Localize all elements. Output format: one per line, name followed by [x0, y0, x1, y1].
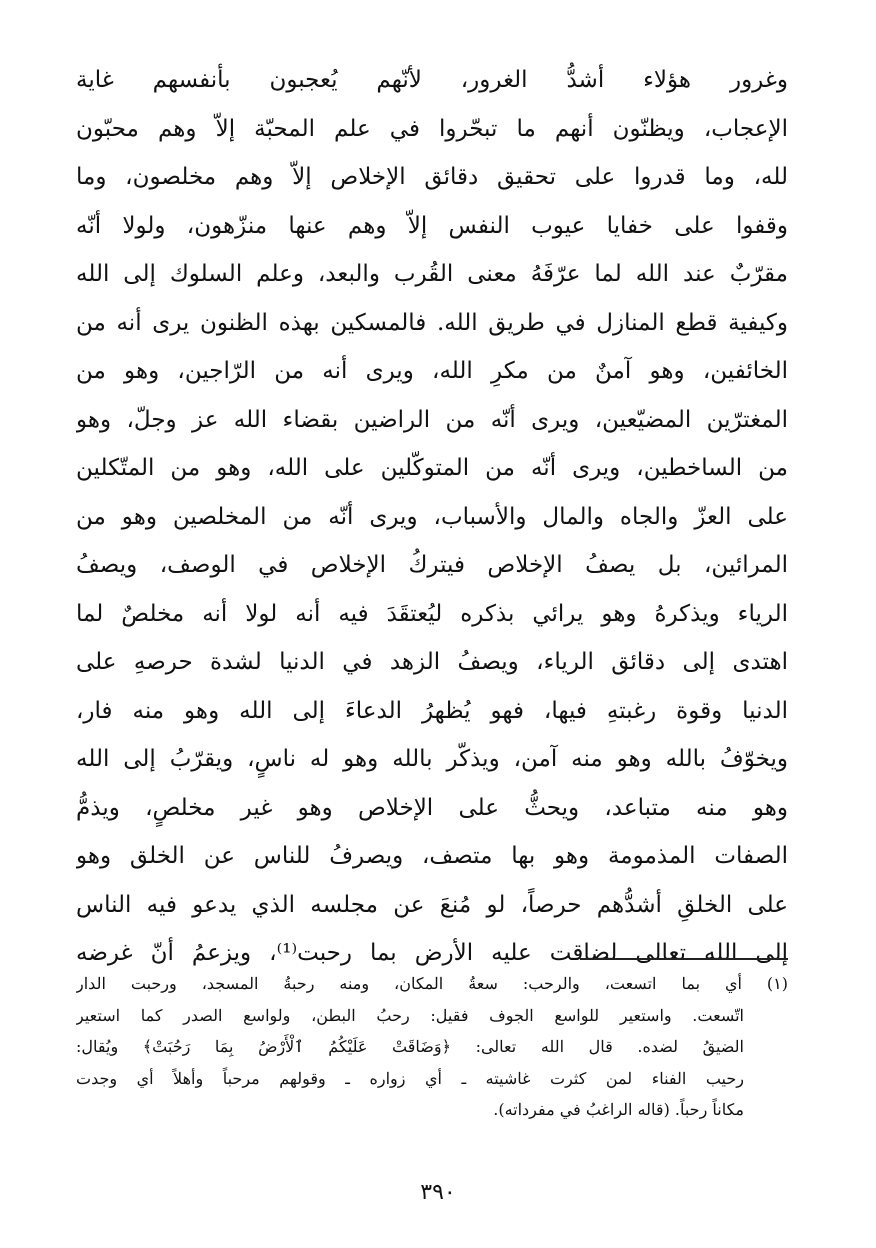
footnote-line: (١) أي بما اتسعت، والرحب: سعةُ المكان، ومنه رحبةُ المسجد، ورحبت الدار	[76, 974, 788, 993]
body-line: على العزّ والجاه والمال والأسباب، ويرى أنّه من المخلصين وهو من	[76, 503, 788, 530]
footnote-separator	[580, 958, 788, 960]
body-line: مقرّبٌ عند الله لما عرّفَهُ معنى القُرب والبعد، وعلم السلوك إلى الله	[76, 261, 788, 287]
body-line: لله، وما قدروا على تحقيق دقائق الإخلاص إلاّ وهم مخلصون، وما	[76, 164, 788, 190]
body-line: ويخوّفُ بالله وهو منه آمن، ويذكّر بالله وهو له ناسٍ، ويقرّبُ إلى الله	[76, 746, 788, 772]
footnote-line: اتّسعت. واستعير للواسع الجوف فقيل: رحبُ البطن، ولواسع الصدر كما استعير	[76, 1005, 744, 1025]
body-line: وهو منه متباعد، ويحثُّ على الإخلاص وهو غير مخلصٍ، ويذمُّ	[76, 794, 788, 821]
footnote-block	[76, 968, 788, 1126]
body-line: إلى الله تعالى لضاقت عليه الأرض بما رحبت⁽¹⁾، ويزعمُ أنّ غرضه	[76, 940, 788, 966]
body-line: الدنيا وقوة رغبتهِ فيها، فهو يُظهرُ الدعاءَ إلى الله وهو منه فار،	[76, 697, 788, 724]
main-text-block	[76, 56, 788, 978]
body-line: المرائين، بل يصفُ الإخلاص فيتركُ الإخلاص في الوصف، ويصفُ	[76, 552, 788, 578]
body-line: الرياء ويذكرهُ وهو يرائي بذكره ليُعتقَدَ فيه أنه لولا أنه مخلصٌ لما	[76, 600, 788, 627]
body-line: الصفات المذمومة وهو بها متصف، ويصرفُ للناس عن الخلق وهو	[76, 843, 788, 869]
footnote-line: الضيقُ لضده. قال الله تعالى: ﴿وَضَاقَتْ عَلَيْكُمُ ٱلْأَرْضُ بِمَا رَحُبَتْ﴾ ويُقال:	[76, 1037, 744, 1056]
body-line: على الخلقِ أشدُّهم حرصاً، لو مُنعَ عن مجلسه الذي يدعو فيه الناس	[76, 891, 788, 918]
body-line: وكيفية قطع المنازل في طريق الله. فالمسكين بهذه الظنون يرى أنه من	[76, 309, 788, 336]
page-number: ٣٩٠	[420, 1180, 456, 1205]
body-line: وقفوا على خفايا عيوب النفس إلاّ وهم عنها منزّهون، ولولا أنّه	[76, 212, 788, 239]
body-line: الخائفين، وهو آمنٌ من مكرِ الله، ويرى أنه من الرّاجين، وهو من	[76, 358, 788, 384]
footnote-line: رحيب الفناء لمن كثرت غاشيته ـ أي زواره ـ وقولهم مرحباً وأهلاً أي وجدت	[76, 1068, 744, 1088]
body-line: من الساخطين، ويرى أنّه من المتوكّلين على الله، وهو من المتّكلين	[76, 455, 788, 481]
footnote-line: مكاناً رحباً. (قاله الراغبُ في مفرداته).	[493, 1100, 744, 1119]
body-line: الإعجاب، ويظنّون أنهم ما تبحّروا في علم المحبّة إلاّ وهم محبّون	[76, 115, 788, 142]
body-line: المغترّين المضيّعين، ويرى أنّه من الراضين بقضاء الله عز وجلّ، وهو	[76, 406, 788, 433]
body-line: اهتدى إلى دقائق الرياء، ويصفُ الزهد في الدنيا لشدة حرصهِ على	[76, 649, 788, 675]
body-line: وغرور هؤلاء أشدُّ الغرور، لأنّهم يُعجبون بأنفسهم غاية	[76, 67, 788, 93]
